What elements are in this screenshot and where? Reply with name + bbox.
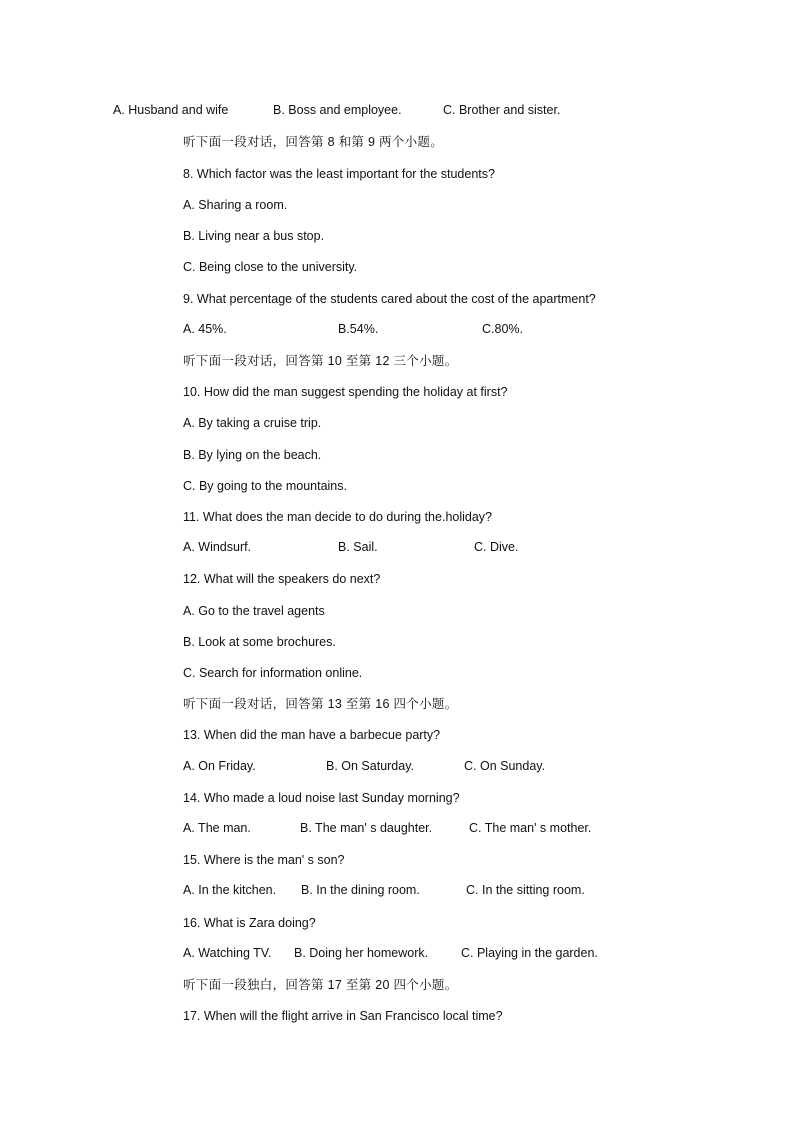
q12-option-b: B. Look at some brochures.	[183, 635, 336, 649]
question-12: 12. What will the speakers do next?	[183, 572, 381, 586]
section-heading-13-16: 听下面一段对话，回答第 13 至第 16 四个小题。	[183, 697, 458, 711]
question-16: 16. What is Zara doing?	[183, 916, 316, 930]
q10-option-c: C. By going to the mountains.	[183, 479, 347, 493]
q11-option-a: A. Windsurf.	[183, 540, 252, 554]
q13-option-a: A. On Friday.	[183, 759, 256, 773]
q15-option-a: A. In the kitchen.	[183, 883, 277, 897]
q9-option-c: C.80%.	[482, 322, 523, 336]
q15-option-c: C. In the sitting room.	[466, 883, 585, 897]
q11-option-c: C. Dive.	[474, 540, 519, 554]
q16-option-c: C. Playing in the garden.	[461, 946, 598, 960]
question-8: 8. Which factor was the least important for the students?	[183, 167, 495, 181]
top-option-a: A. Husband and wife	[113, 103, 229, 117]
question-13: 13. When did the man have a barbecue party?	[183, 728, 441, 742]
q14-option-a: A. The man.	[183, 821, 251, 835]
question-11: 11. What does the man decide to do during the.holiday?	[183, 510, 493, 524]
q16-option-a: A. Watching TV.	[183, 946, 272, 960]
question-15: 15. Where is the man' s son?	[183, 853, 345, 867]
section-heading-17-20: 听下面一段独白，回答第 17 至第 20 四个小题。	[183, 978, 458, 992]
q13-option-c: C. On Sunday.	[464, 759, 546, 773]
top-option-b: B. Boss and employee.	[273, 103, 402, 117]
question-9: 9. What percentage of the students cared about the cost of the apartment?	[183, 292, 596, 306]
q11-option-b: B. Sail.	[338, 540, 378, 554]
q9-option-a: A. 45%.	[183, 322, 227, 336]
top-option-c: C. Brother and sister.	[443, 103, 561, 117]
q10-option-b: B. By lying on the beach.	[183, 448, 322, 462]
q8-option-a: A. Sharing a room.	[183, 198, 288, 212]
question-17: 17. When will the flight arrive in San Francisco local time?	[183, 1009, 503, 1023]
q14-option-c: C. The man' s mother.	[469, 821, 592, 835]
q12-option-a: A. Go to the travel agents	[183, 604, 325, 618]
q13-option-b: B. On Saturday.	[326, 759, 415, 773]
q14-option-b: B. The man' s daughter.	[300, 821, 433, 835]
question-10: 10. How did the man suggest spending the holiday at first?	[183, 385, 508, 399]
q16-option-b: B. Doing her homework.	[294, 946, 429, 960]
q10-option-a: A. By taking a cruise trip.	[183, 416, 322, 430]
q8-option-c: C. Being close to the university.	[183, 260, 358, 274]
q8-option-b: B. Living near a bus stop.	[183, 229, 325, 243]
q15-option-b: B. In the dining room.	[301, 883, 420, 897]
question-14: 14. Who made a loud noise last Sunday morning?	[183, 791, 460, 805]
section-heading-8-9: 听下面一段对话，回答第 8 和第 9 两个小题。	[183, 135, 443, 149]
section-heading-10-12: 听下面一段对话，回答第 10 至第 12 三个小题。	[183, 354, 458, 368]
q9-option-b: B.54%.	[338, 322, 379, 336]
q12-option-c: C. Search for information online.	[183, 666, 363, 680]
